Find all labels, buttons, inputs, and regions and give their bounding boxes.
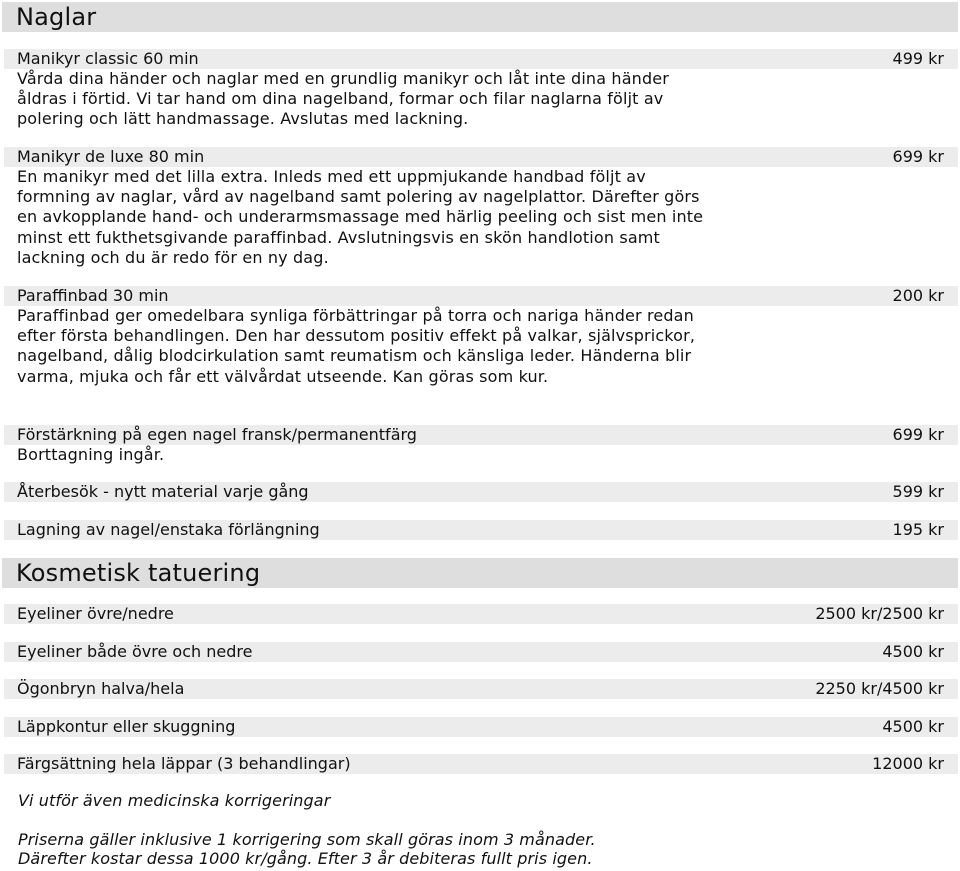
item-header-bar bbox=[4, 425, 958, 445]
item-header-bar bbox=[4, 679, 958, 699]
item-price: 699 kr bbox=[892, 425, 944, 444]
item-header-bar bbox=[4, 520, 958, 540]
item-title: Eyeliner både övre och nedre bbox=[17, 642, 253, 661]
item-header-bar bbox=[4, 49, 958, 69]
item-header-bar bbox=[4, 717, 958, 737]
item-price: 599 kr bbox=[892, 482, 944, 501]
item-price: 2250 kr/4500 kr bbox=[815, 679, 944, 698]
item-title: Lagning av nagel/enstaka förlängning bbox=[17, 520, 320, 539]
price-item-manikyr-classic bbox=[0, 49, 960, 130]
item-price: 499 kr bbox=[892, 49, 944, 68]
item-description: En manikyr med det lilla extra. Inleds med ett uppmjukande handbad följt av formning av naglar, vård av nagelband samt polering av nagelplattor. Därefter görs en avkopplande hand- och underarmsmassage med härlig peeling och sist men inte minst ett fukthetsgivande paraffinbad. Avslutningsvis en skön handlotion samt lackning och du är redo för en ny dag. bbox=[17, 167, 704, 267]
item-description: Borttagning ingår. bbox=[17, 445, 165, 464]
price-item-fargsattning bbox=[0, 754, 960, 774]
item-price: 4500 kr bbox=[882, 642, 944, 661]
item-title: Manikyr de luxe 80 min bbox=[17, 147, 205, 166]
item-header-bar bbox=[4, 286, 958, 306]
item-header-bar bbox=[4, 482, 958, 502]
item-header-bar bbox=[4, 754, 958, 774]
price-item-ogonbryn bbox=[0, 679, 960, 699]
item-title: Paraffinbad 30 min bbox=[17, 286, 169, 305]
item-price: 699 kr bbox=[892, 147, 944, 166]
price-item-eyeliner-bada bbox=[0, 642, 960, 662]
price-item-eyeliner-ovre-nedre bbox=[0, 604, 960, 624]
item-title: Manikyr classic 60 min bbox=[17, 49, 199, 68]
item-title: Färgsättning hela läppar (3 behandlingar) bbox=[17, 754, 351, 773]
price-item-paraffinbad bbox=[0, 286, 960, 387]
item-title: Eyeliner övre/nedre bbox=[17, 604, 174, 623]
item-description: Paraffinbad ger omedelbara synliga förbättringar på torra och nariga händer redan efter första behandlingen. Den har dessutom positiv effekt på valkar, självsprickor, nagelband, dålig blodcirkulation samt reumatism och känsliga leder. Händerna blir varma, mjuka och får ett välvårdat utseende. Kan göras som kur. bbox=[17, 306, 696, 386]
item-price: 4500 kr bbox=[882, 717, 944, 736]
item-description: Vårda dina händer och naglar med en grundlig manikyr och låt inte dina händer åldras i förtid. Vi tar hand om dina nagelband, formar och filar naglarna följt av polering och lätt handmassage. Avslutas med lackning. bbox=[17, 69, 669, 129]
price-item-lappkontur bbox=[0, 717, 960, 737]
item-title: Ögonbryn halva/hela bbox=[17, 679, 185, 698]
item-header-bar bbox=[4, 642, 958, 662]
price-item-manikyr-de-luxe bbox=[0, 147, 960, 268]
item-price: 195 kr bbox=[892, 520, 944, 539]
note-medical: Vi utför även medicinska korrigeringar bbox=[18, 791, 331, 810]
price-item-aterbesok bbox=[0, 482, 960, 502]
price-item-forstarkning bbox=[0, 425, 960, 465]
section-header-kosmetisk-tatuering: Kosmetisk tatuering bbox=[2, 558, 958, 588]
item-price: 12000 kr bbox=[872, 754, 944, 773]
item-title: Återbesök - nytt material varje gång bbox=[17, 482, 309, 501]
item-price: 2500 kr/2500 kr bbox=[815, 604, 944, 623]
item-header-bar bbox=[4, 147, 958, 167]
note-pricing-line1: Priserna gäller inklusive 1 korrigering som skall göras inom 3 månader. bbox=[18, 830, 596, 849]
section-header-naglar: Naglar bbox=[2, 2, 958, 32]
price-item-lagning bbox=[0, 520, 960, 540]
item-title: Förstärkning på egen nagel fransk/permanentfärg bbox=[17, 425, 417, 444]
item-price: 200 kr bbox=[892, 286, 944, 305]
item-header-bar bbox=[4, 604, 958, 624]
item-title: Läppkontur eller skuggning bbox=[17, 717, 236, 736]
note-pricing-line2: Därefter kostar dessa 1000 kr/gång. Efter 3 år debiteras fullt pris igen. bbox=[18, 849, 593, 868]
